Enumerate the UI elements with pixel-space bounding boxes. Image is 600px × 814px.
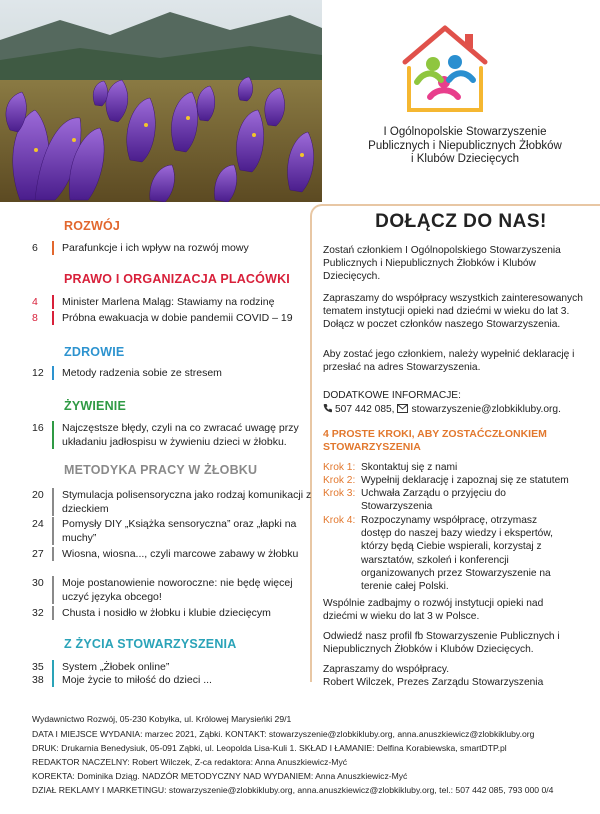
join-invitation-paragraph: Zapraszamy do współpracy wszystkich zainteresowanych tematem instytucji opieki nad dziećmi w wieku do lat 3. Dołącz w poczet członków naszego Stowarzyszenia. [323,293,583,331]
page-number: 8 [32,312,38,324]
toc-item[interactable] [32,311,312,325]
join-intro-paragraph: Zostań członkiem I Ogólnopolskiego Stowarzyszenia Publicznych i Niepublicznych Żłobków i Klubów Dziecięcych. [323,245,561,283]
editor-line [32,757,592,769]
section-title-zdrowie: ZDROWIE [64,345,125,359]
step-label: Krok 2: [323,475,356,486]
page-number: 32 [32,607,44,619]
phone-icon [323,403,332,416]
article-title: Minister Marlena Maląg: Stawiamy na rodzinę [62,296,275,308]
page-number: 30 [32,577,44,589]
facebook-paragraph: Odwiedź nasz profil fb Stowarzyszenie Publicznych i Niepublicznych Żłobków i Klubów Dziecięcych. [323,631,560,656]
article-title: Pomysły DIY „Książka sensoryczna” oraz „łapki na muchy” [62,518,297,544]
footer-text: Dominika Dziąg. [74,771,143,781]
footer-label: DRUK: [32,743,59,753]
footer-label: REDAKTOR NACZELNY: [32,757,130,767]
step-label: Krok 3: [323,488,356,499]
article-title: Chusta i nosidło w żłobku i klubie dziecięcym [62,607,271,619]
footer-text: Anna Anuszkiewicz-Myć [313,771,408,781]
footer-label: KONTAKT: [225,729,267,739]
section-color-bar [52,547,54,561]
footer-text: stowarzyszenie@zlobkikluby.org, anna.anuszkiewicz@zlobkikluby.org [266,729,535,739]
toc-item[interactable] [32,295,312,309]
steps-heading-line: STOWARZYSZENIA [323,441,421,453]
step-item [323,461,593,474]
footer-text: Drukarnia Benedysiuk, 05-091 Ząbki, ul. Leopolda Lisa-Kuli 1. [58,743,300,753]
section-color-bar [52,241,54,255]
section-color-bar [52,606,54,620]
article-title: Parafunkcje i ich wpływ na rozwój mowy [62,242,249,254]
steps-heading [323,428,547,454]
organization-name [330,126,600,167]
footer-text: stowarzyszenie@zlobkikluby.org, anna.anuszkiewicz@zlobkikluby.org, tel.: 507 442 085, 793 000 0/4 [166,785,554,795]
association-logo [395,22,495,122]
article-title: System „Żłobek online” [62,661,170,673]
page-number: 27 [32,548,44,560]
closing-paragraph: Wspólnie zadbajmy o rozwój instytucji opieki nad dziećmi w wieku do lat 3 w Polsce. [323,598,544,623]
article-title: Najczęstsze błędy, czyli na co zwracać uwagę przy układaniu jadłospisu w żywieniu dzieci w żłobku. [62,422,299,448]
footer-text: Robert Wilczek, Z-ca redaktora: Anna Anuszkiewicz-Myć [129,757,348,767]
section-title-zywienie: ŻYWIENIE [64,399,127,413]
step-text: Wypełnij deklarację i zapoznaj się ze statutem [361,475,569,486]
crocus-photo [0,0,322,202]
join-instructions-paragraph: Aby zostać jego członkiem, należy wypełnić deklarację i przesłać na adres Stowarzyszenia. [323,349,575,374]
toc-item[interactable] [32,488,312,516]
section-color-bar [52,488,54,516]
footer-label: NADZÓR METODYCZNY NAD WYDANIEM: [142,771,314,781]
toc-item[interactable] [32,576,312,604]
article-title: Próbna ewakuacja w dobie pandemii COVID – 19 [62,312,293,324]
toc-item[interactable] [32,547,312,561]
envelope-icon [397,404,408,416]
article-title: Wiosna, wiosna..., czyli marcowe zabawy w żłobku [62,548,299,560]
section-title-z-zycia: Z ŻYCIA STOWARZYSZENIA [64,637,237,651]
toc-item[interactable] [32,241,312,255]
section-color-bar [52,421,54,449]
print-line [32,743,592,755]
page-number: 38 [32,674,44,686]
section-color-bar [52,660,54,674]
steps-heading-line: 4 PROSTE KROKI, ABY ZOSTAĆCZŁONKIEM [323,428,547,440]
org-name-line: I Ogólnopolskie Stowarzyszenie [383,126,547,138]
footer-label: KOREKTA: [32,771,75,781]
toc-item[interactable] [32,517,312,545]
footer-label: DATA I MIEJSCE WYDANIA: [32,729,143,739]
section-title-rozwoj: ROZWÓJ [64,219,121,233]
article-title: Stymulacja polisensoryczna jako rodzaj komunikacji z dzieckiem [62,489,312,515]
article-title: Moje życie to miłość do dzieci ... [62,674,212,686]
advertising-line [32,785,592,797]
toc-item[interactable] [32,673,312,687]
proofreading-line [32,771,592,783]
page-number: 16 [32,422,44,434]
step-text: Uchwała Zarządu o przyjęciu do Stowarzyszenia [361,488,506,513]
page-number: 20 [32,489,44,501]
page-number: 4 [32,296,38,308]
toc-item[interactable] [32,366,312,380]
org-name-line: Publicznych i Niepublicznych Żłobków [368,139,562,152]
phone-number[interactable]: 507 442 085, [335,404,395,415]
section-color-bar [52,576,54,604]
signature-line: Robert Wilczek, Prezes Zarządu Stowarzyszenia [323,677,544,688]
additional-info-heading: DODATKOWE INFORMACJE: [323,390,461,401]
article-title: Metody radzenia sobie ze stresem [62,367,222,379]
step-item [323,474,593,487]
footer-label: DZIAŁ REKLAMY I MARKETINGU: [32,785,167,795]
section-color-bar [52,311,54,325]
page-number: 24 [32,518,44,530]
publisher-line: Wydawnictwo Rozwój, 05-230 Kobyłka, ul. Królowej Marysieńki 29/1 [32,714,292,724]
step-label: Krok 4: [323,515,356,526]
section-title-metodyka: METODYKA PRACY W ŻŁOBKU [64,463,258,477]
section-title-prawo: PRAWO I ORGANIZACJA PLACÓWKI [64,272,290,286]
toc-item[interactable] [32,660,312,674]
join-box-top-border [322,204,600,206]
step-item [323,487,523,513]
page-number: 12 [32,367,44,379]
publication-date-line [32,729,592,741]
contact-line [323,403,561,416]
step-text: Rozpoczynamy współpracę, otrzymasz dostęp do naszej bazy wiedzy i ekspertów, którzy będą Ciebie wspierali, korzystaj z warsztatów, szkoleń i konferencji organizowanych przez Stowarzyszenie na terenie całej Polski. [361,515,553,593]
footer-text: marzec 2021, Ząbki. [142,729,226,739]
section-color-bar [52,366,54,380]
step-item [323,514,561,593]
footer-label: SKŁAD I ŁAMANIE: [299,743,375,753]
step-label: Krok 1: [323,462,356,473]
article-title: Moje postanowienie noworoczne: nie będę więcej uczyć języka obcego! [62,577,293,603]
join-title: DOŁĄCZ DO NAS! [375,211,547,232]
section-color-bar [52,295,54,309]
toc-item[interactable] [32,421,312,449]
email-link[interactable]: stowarzyszenie@zlobkikluby.org. [411,404,561,415]
step-text: Skontaktuj się z nami [361,462,458,473]
page-number: 6 [32,242,38,254]
cooperation-line: Zapraszamy do współpracy. [323,664,450,675]
section-color-bar [52,517,54,545]
section-color-bar [52,673,54,687]
org-name-line: i Klubów Dziecięcych [410,153,519,165]
footer-text: Delfina Korabiewska, smartDTP.pl [374,743,507,753]
toc-item[interactable] [32,606,312,620]
page-number: 35 [32,661,44,673]
